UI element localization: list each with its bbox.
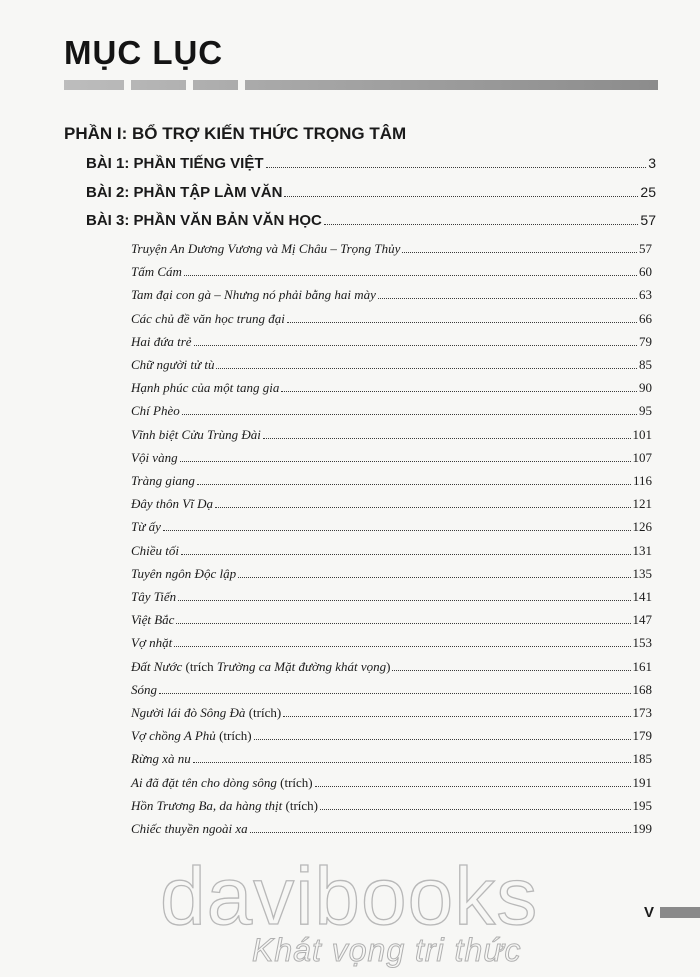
toc-item-row[interactable] [131, 682, 652, 698]
toc-leader-dots [284, 195, 638, 197]
toc-item-title: Vợ chồng A Phủ [131, 728, 216, 744]
toc-item-title: Vợ nhặt [131, 635, 173, 651]
watermark-logo: davibooks [160, 851, 539, 942]
toc-leader-dots [250, 831, 631, 833]
toc-page-number: 95 [639, 403, 652, 419]
page-title: MỤC LỤC [64, 34, 224, 71]
toc-item-row[interactable] [131, 427, 652, 443]
toc-item-row[interactable] [131, 496, 652, 512]
toc-item-label [131, 380, 279, 396]
toc-leader-dots [174, 645, 630, 647]
toc-item-label [131, 357, 214, 373]
toc-leader-dots [266, 166, 647, 168]
toc-item-title: Đất Nước [131, 658, 183, 674]
toc-leader-dots [238, 576, 630, 578]
toc-leader-dots [402, 251, 637, 253]
toc-item-row[interactable] [131, 450, 652, 466]
toc-item-label [131, 751, 191, 767]
toc-leader-dots [320, 808, 631, 810]
toc-item-note: (trích) [245, 705, 282, 720]
toc-item-title: Người lái đò Sông Đà [131, 705, 246, 720]
toc-leader-dots [180, 460, 631, 462]
toc-item-note-close: ) [386, 658, 391, 674]
toc-item-row[interactable] [131, 566, 652, 582]
toc-lesson-label: BÀI 2: PHẦN TẬP LÀM VĂN [86, 184, 283, 201]
toc-leader-dots [283, 715, 630, 717]
toc-item-row[interactable] [131, 775, 652, 791]
toc-page-number: 168 [632, 681, 652, 697]
toc-item-title: Sóng [131, 681, 157, 697]
toc-item-label [131, 450, 178, 466]
toc-item-title: Hai đứa trẻ [131, 333, 192, 349]
toc-item-label [131, 543, 179, 559]
toc-page-number: 57 [640, 212, 656, 228]
toc-page-number: 3 [648, 155, 656, 171]
toc-page-number: 79 [639, 333, 652, 349]
toc-item-title: Tam đại con gà – Nhưng nó phải bằng hai mày [131, 287, 376, 303]
toc-page-number: 63 [639, 287, 652, 303]
toc-item-row[interactable] [131, 612, 652, 628]
toc-page-number: 191 [632, 774, 652, 790]
toc-item-label [131, 612, 174, 628]
toc-item-row[interactable] [131, 357, 652, 373]
toc-item-title: Tuyên ngôn Độc lập [131, 565, 237, 581]
toc-item-title: Ai đã đặt tên cho dòng sông [131, 774, 277, 790]
toc-page-number: 107 [632, 449, 652, 465]
toc-item-title: Các chủ đề văn học trung đại [131, 310, 285, 326]
toc-item-title: Chiếc thuyền ngoài xa [131, 821, 248, 836]
toc-item-label [131, 659, 390, 675]
toc-page-number: 101 [632, 426, 652, 442]
toc-leader-dots [263, 437, 631, 439]
toc-item-title: Truyện An Dương Vương và Mị Châu – Trọng Thủy [131, 241, 401, 256]
toc-page-number: 25 [640, 184, 656, 200]
toc-lesson-row[interactable] [86, 155, 656, 172]
toc-leader-dots [287, 321, 637, 323]
toc-item-title: Chữ người tử tù [131, 357, 215, 372]
toc-item-row[interactable] [131, 728, 652, 744]
toc-page-number: 195 [632, 797, 652, 813]
toc-item-note: (trích) [276, 774, 313, 790]
toc-leader-dots [254, 738, 631, 740]
toc-item-label [131, 264, 182, 280]
toc-item-label [131, 728, 252, 744]
toc-item-row[interactable] [131, 659, 652, 675]
toc-leader-dots [176, 622, 630, 624]
toc-item-title: Hạnh phúc của một tang gia [131, 380, 280, 396]
toc-item-row[interactable] [131, 241, 652, 257]
toc-page-number: 66 [639, 310, 652, 326]
page-marker-bar [660, 907, 700, 918]
toc-item-title: Việt Bắc [131, 612, 175, 628]
toc-item-title: Vội vàng [131, 449, 178, 465]
toc-leader-dots [215, 506, 631, 508]
toc-item-row[interactable] [131, 264, 652, 280]
toc-item-row[interactable] [131, 705, 652, 721]
toc-item-title: Chí Phèo [131, 403, 180, 419]
toc-lesson-label: BÀI 1: PHẦN TIẾNG VIỆT [86, 155, 264, 172]
toc-leader-dots [178, 599, 630, 601]
toc-item-title: Rừng xà nu [131, 751, 191, 767]
watermark-slogan: Khát vọng tri thức [252, 932, 522, 968]
toc-page-number: 131 [632, 542, 652, 558]
toc-page-number: 199 [632, 821, 652, 836]
toc-item-row[interactable] [131, 403, 652, 419]
toc-item-label [131, 287, 376, 303]
toc-item-title: Đây thôn Vĩ Dạ [131, 496, 213, 512]
toc-item-title: Từ ấy [131, 519, 161, 535]
toc-item-label [131, 798, 318, 814]
toc-item-row[interactable] [131, 821, 652, 837]
part-heading: PHẦN I: BỔ TRỢ KIẾN THỨC TRỌNG TÂM [64, 124, 407, 143]
toc-item-label [131, 241, 400, 257]
toc-item-title: Chiều tối [131, 542, 180, 558]
toc-leader-dots [181, 553, 630, 555]
toc-item-row[interactable] [131, 311, 652, 327]
toc-page-number: 135 [632, 565, 652, 581]
toc-item-label [131, 775, 313, 791]
toc-page-number: 173 [632, 705, 652, 720]
toc-item-row[interactable] [131, 287, 652, 303]
page-number-marker: V [644, 904, 655, 921]
toc-leader-dots [184, 274, 637, 276]
toc-item-label [131, 705, 281, 721]
toc-leader-dots [324, 223, 639, 225]
toc-item-label [131, 821, 248, 837]
toc-item-row[interactable] [131, 589, 652, 605]
toc-page-number: 57 [639, 241, 652, 256]
toc-leader-dots [315, 785, 631, 787]
toc-item-label [131, 682, 157, 698]
toc-leader-dots [159, 692, 631, 694]
toc-item-row[interactable] [131, 798, 652, 814]
toc-item-label [131, 566, 236, 582]
toc-item-row[interactable] [131, 519, 652, 535]
toc-page-number: 90 [639, 380, 652, 396]
toc-lesson-label: BÀI 3: PHẦN VĂN BẢN VĂN HỌC [86, 212, 322, 229]
toc-item-label [131, 473, 195, 489]
toc-item-note-title: Trường ca Mặt đường khát vọng [216, 658, 387, 674]
toc-leader-dots [182, 413, 637, 415]
toc-item-label [131, 589, 176, 605]
toc-leader-dots [378, 297, 637, 299]
toc-page-number: 116 [632, 473, 652, 488]
toc-item-label [131, 403, 180, 419]
toc-item-label [131, 427, 261, 443]
toc-leader-dots [193, 761, 631, 763]
toc-item-title: Tấm Cám [131, 264, 182, 280]
toc-item-label [131, 334, 192, 350]
toc-page-number: 126 [632, 519, 652, 535]
toc-page-number: 185 [632, 751, 652, 767]
toc-item-row[interactable] [131, 751, 652, 767]
toc-lesson-row[interactable] [86, 184, 656, 201]
toc-item-label [131, 635, 172, 651]
toc-item-note: (trích [182, 658, 217, 674]
toc-item-title: Tràng giang [131, 473, 195, 488]
toc-item-title: Vĩnh biệt Cửu Trùng Đài [131, 426, 261, 442]
toc-item-row[interactable] [131, 635, 652, 651]
toc-page-number: 85 [639, 357, 652, 372]
toc-page-number: 179 [632, 728, 652, 744]
toc-item-label [131, 311, 285, 327]
title-underline-bar [64, 80, 658, 90]
toc-item-note: (trích) [282, 797, 318, 813]
toc-lesson-row[interactable] [86, 212, 656, 229]
toc-item-label [131, 496, 213, 512]
toc-leader-dots [281, 390, 637, 392]
toc-item-row[interactable] [131, 543, 652, 559]
toc-leader-dots [216, 367, 637, 369]
toc-item-row[interactable] [131, 380, 652, 396]
toc-page-number: 121 [632, 496, 652, 512]
toc-item-row[interactable] [131, 334, 652, 350]
toc-item-label [131, 519, 161, 535]
toc-item-note: (trích) [215, 728, 252, 744]
toc-leader-dots [163, 529, 631, 531]
toc-item-title: Hồn Trương Ba, da hàng thịt [131, 797, 283, 813]
toc-leader-dots [197, 483, 631, 485]
toc-page-number: 153 [632, 635, 652, 651]
toc-page-number: 161 [632, 658, 652, 674]
toc-item-row[interactable] [131, 473, 652, 489]
toc-page-number: 141 [632, 589, 652, 604]
toc-page-number: 147 [632, 612, 652, 628]
toc-item-title: Tây Tiến [131, 589, 177, 604]
toc-leader-dots [392, 669, 630, 671]
toc-leader-dots [194, 344, 637, 346]
toc-page-number: 60 [639, 264, 652, 280]
